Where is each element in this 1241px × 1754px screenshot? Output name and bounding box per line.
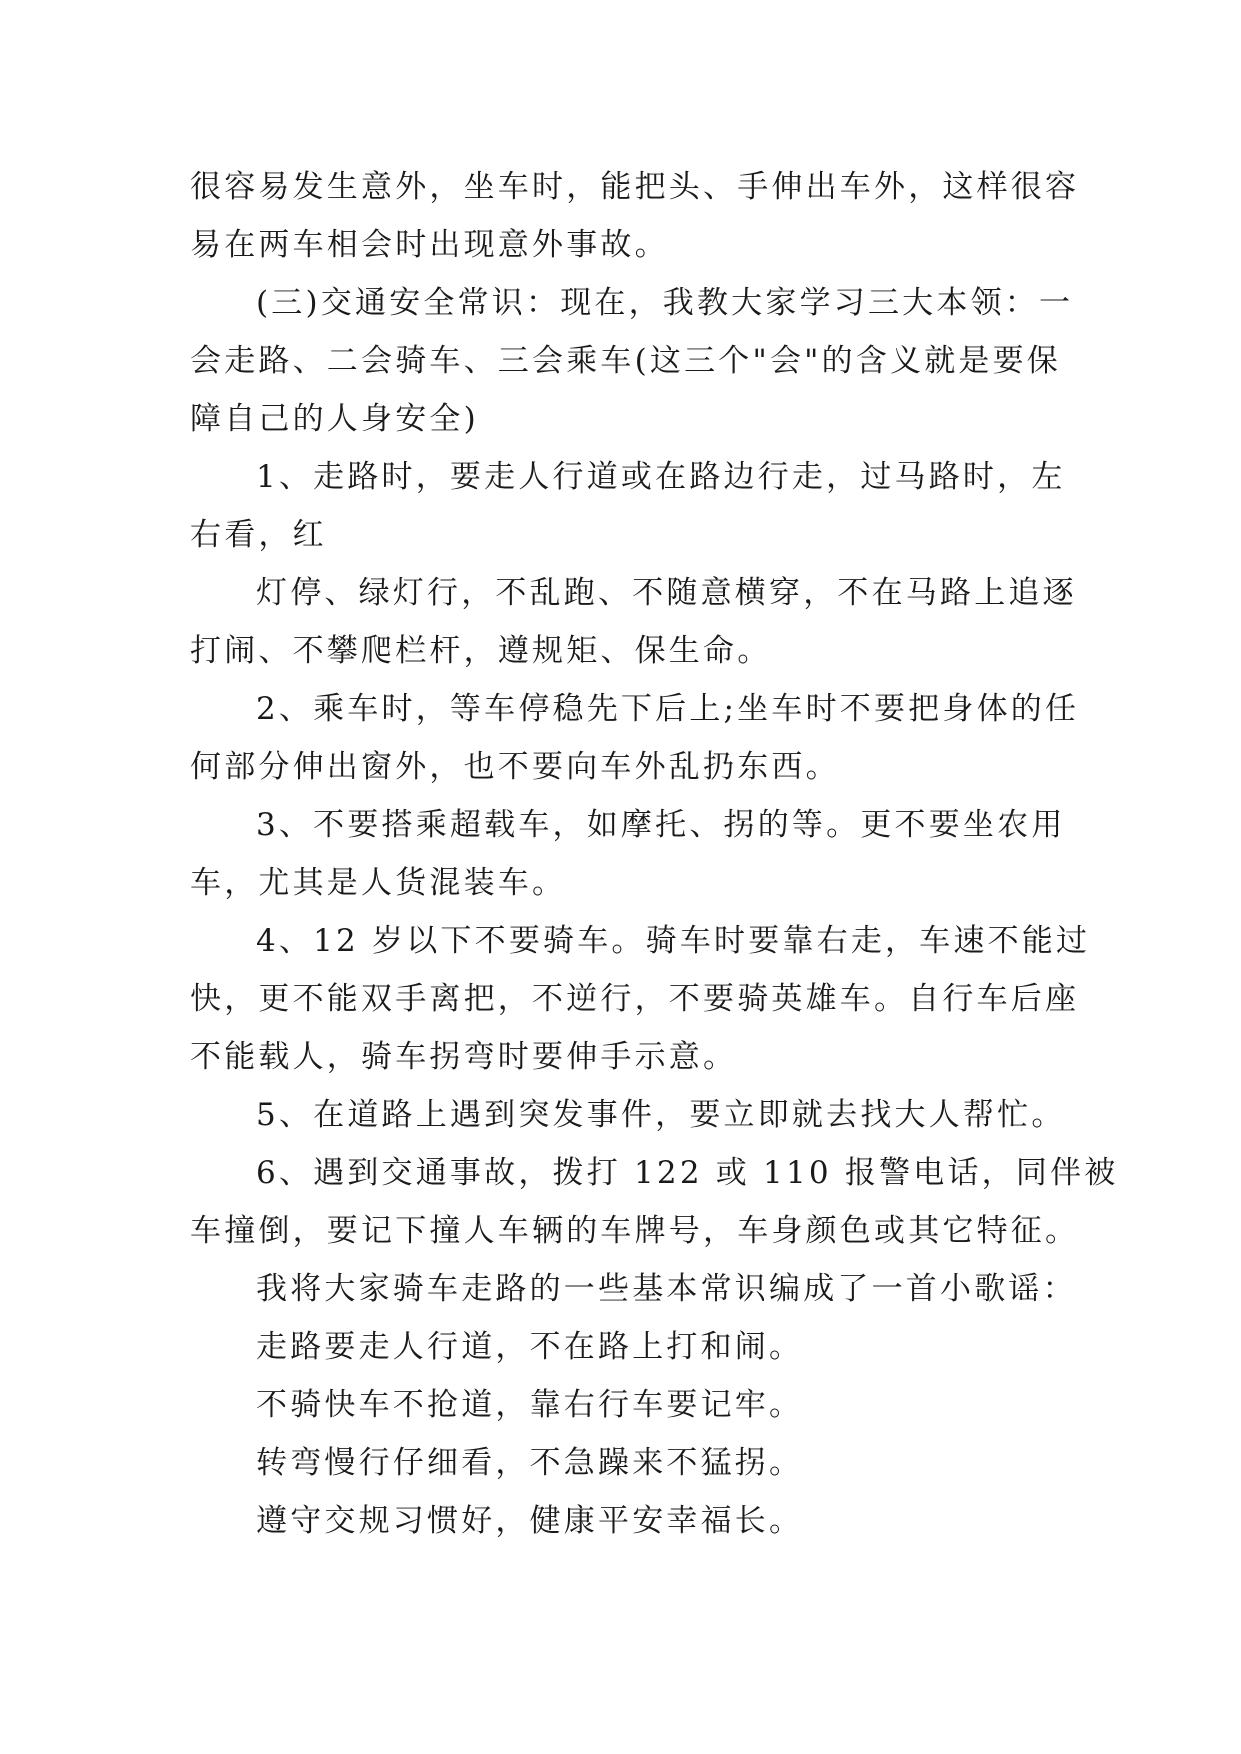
list-item-1: 1、走路时，要走人行道或在路边行走，过马路时，左 [256,459,1066,495]
song-verse-line: 转弯慢行仔细看，不急躁来不猛拐。 [256,1445,804,1481]
song-verse-line: 走路要走人行道，不在路上打和闹。 [256,1329,804,1365]
list-item-4: 4、12 岁以下不要骑车。骑车时要靠右走，车速不能过 [256,923,1091,959]
text-line: 打闹、不攀爬栏杆，遵规矩、保生命。 [190,633,772,669]
list-item-3: 3、不要搭乘超载车，如摩托、拐的等。更不要坐农用 [256,807,1066,843]
text-line: 车撞倒，要记下撞人车辆的车牌号，车身颜色或其它特征。 [190,1213,1080,1249]
list-item-2: 2、乘车时，等车停稳先下后上;坐车时不要把身体的任 [256,691,1080,727]
text-line: 快，更不能双手离把，不逆行，不要骑英雄车。自行车后座 [190,981,1080,1017]
song-intro-line: 我将大家骑车走路的一些基本常识编成了一首小歌谣： [256,1271,1077,1307]
text-line: 障自己的人身安全) [190,401,479,437]
text-line: 右看，红 [190,517,327,553]
text-line: 易在两车相会时出现意外事故。 [190,227,669,263]
text-line: 车，尤其是人货混装车。 [190,865,567,901]
text-line: 不能载人，骑车拐弯时要伸手示意。 [190,1039,738,1075]
song-verse-line: 不骑快车不抢道，靠右行车要记牢。 [256,1387,804,1423]
document-body [190,158,1119,1550]
text-line: 会走路、二会骑车、三会乘车(这三个"会"的含义就是要保 [190,343,1062,379]
section-heading-line: (三)交通安全常识：现在，我教大家学习三大本领：一 [256,285,1074,321]
text-line: 很容易发生意外，坐车时，能把头、手伸出车外，这样很容 [190,169,1080,205]
list-item-6: 6、遇到交通事故，拨打 122 或 110 报警电话，同伴被 [256,1155,1119,1191]
song-verse-line: 遵守交规习惯好，健康平安幸福长。 [256,1503,804,1539]
list-item-5: 5、在道路上遇到突发事件，要立即就去找大人帮忙。 [256,1097,1066,1133]
text-line: 灯停、绿灯行，不乱跑、不随意横穿，不在马路上追逐 [256,575,1077,611]
text-line: 何部分伸出窗外，也不要向车外乱扔东西。 [190,749,840,785]
